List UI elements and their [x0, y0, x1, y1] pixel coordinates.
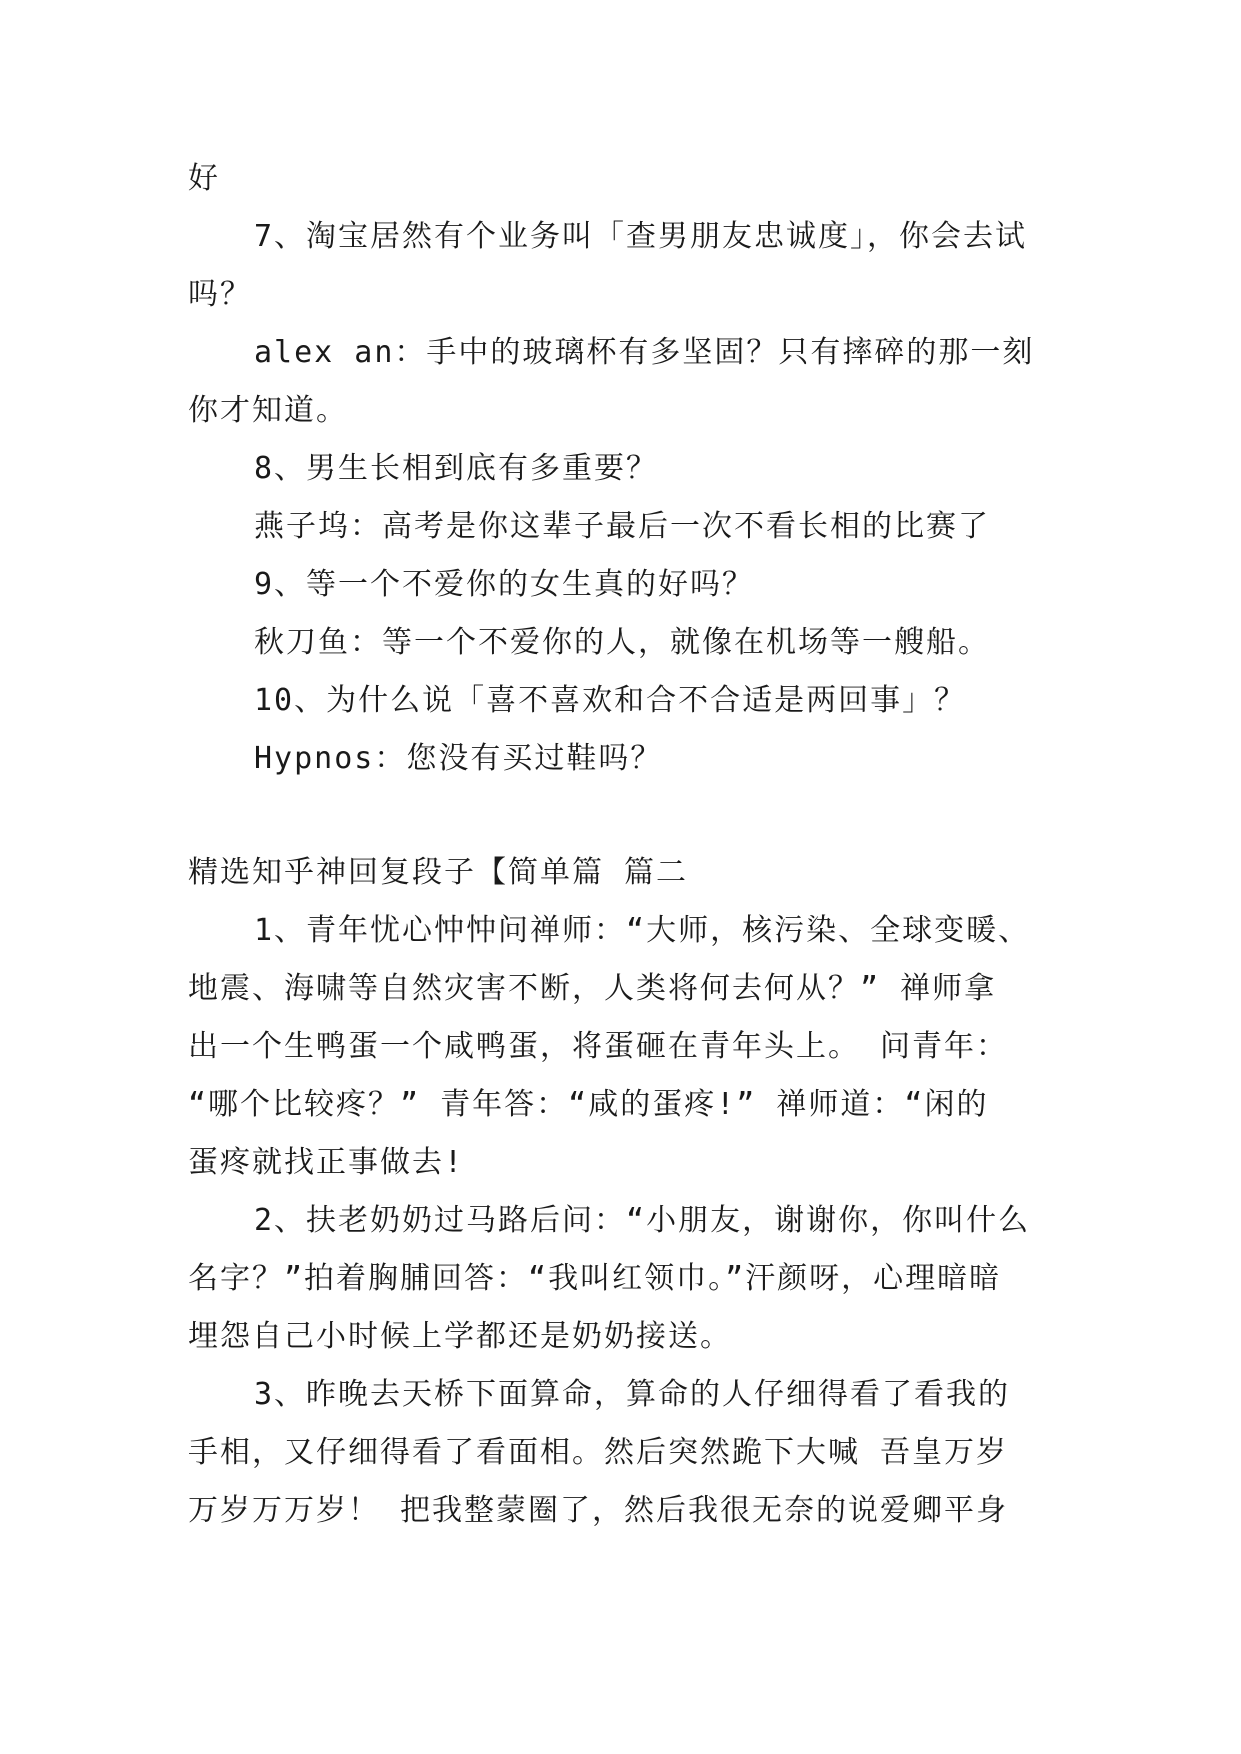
- joke-line: 3、昨晚去天桥下面算命，算命的人仔细得看了看我的: [254, 1377, 1011, 1412]
- joke-line: 万岁万万岁！ 把我整蒙圈了，然后我很无奈的说爱卿平身: [188, 1493, 1009, 1528]
- paragraph-line: 9、等一个不爱你的女生真的好吗？: [254, 567, 755, 602]
- paragraph-line: 8、男生长相到底有多重要？: [254, 451, 659, 486]
- joke-line: 地震、海啸等自然灾害不断，人类将何去何从？” 禅师拿: [188, 971, 997, 1006]
- joke-line: 手相，又仔细得看了看面相。然后突然跪下大喊 吾皇万岁: [188, 1435, 1009, 1470]
- section-heading: 精选知乎神回复段子【简单篇 篇二: [188, 855, 689, 890]
- paragraph-line: 好: [188, 161, 220, 196]
- paragraph-line: 你才知道。: [188, 393, 348, 428]
- section-gap: [188, 788, 1068, 844]
- paragraph-line: Hypnos：您没有买过鞋吗？: [254, 741, 663, 776]
- paragraph-line: 7、淘宝居然有个业务叫「查男朋友忠诚度」，你会去试: [254, 219, 1028, 254]
- joke-line: 出一个生鸭蛋一个咸鸭蛋，将蛋砸在青年头上。 问青年：: [188, 1029, 1009, 1064]
- jokes-list: [188, 902, 1068, 1540]
- paragraph-line: alex an：手中的玻璃杯有多坚固？只有摔碎的那一刻: [254, 335, 1035, 370]
- paragraph-line: 10、为什么说「喜不喜欢和合不合适是两回事」？: [254, 683, 967, 718]
- paragraph-line: 吗？: [188, 277, 252, 312]
- joke-line: 2、扶老奶奶过马路后问：“小朋友，谢谢你，你叫什么: [254, 1203, 1031, 1238]
- paragraph-line: 秋刀鱼：等一个不爱你的人，就像在机场等一艘船。: [254, 625, 990, 660]
- document-page: [188, 150, 1068, 1540]
- joke-line: “哪个比较疼？” 青年答：“咸的蛋疼!” 禅师道：“闲的: [188, 1087, 989, 1122]
- joke-line: 1、青年忧心忡忡问禅师：“大师，核污染、全球变暖、: [254, 913, 1031, 948]
- paragraph-line: 燕子坞：高考是你这辈子最后一次不看长相的比赛了: [254, 509, 990, 544]
- joke-line: 埋怨自己小时候上学都还是奶奶接送。: [188, 1319, 732, 1354]
- qa-list-continued: [188, 150, 1068, 788]
- joke-line: 蛋疼就找正事做去!: [188, 1145, 465, 1180]
- joke-line: 名字？”拍着胸脯回答：“我叫红领巾。”汗颜呀，心理暗暗: [188, 1261, 1002, 1296]
